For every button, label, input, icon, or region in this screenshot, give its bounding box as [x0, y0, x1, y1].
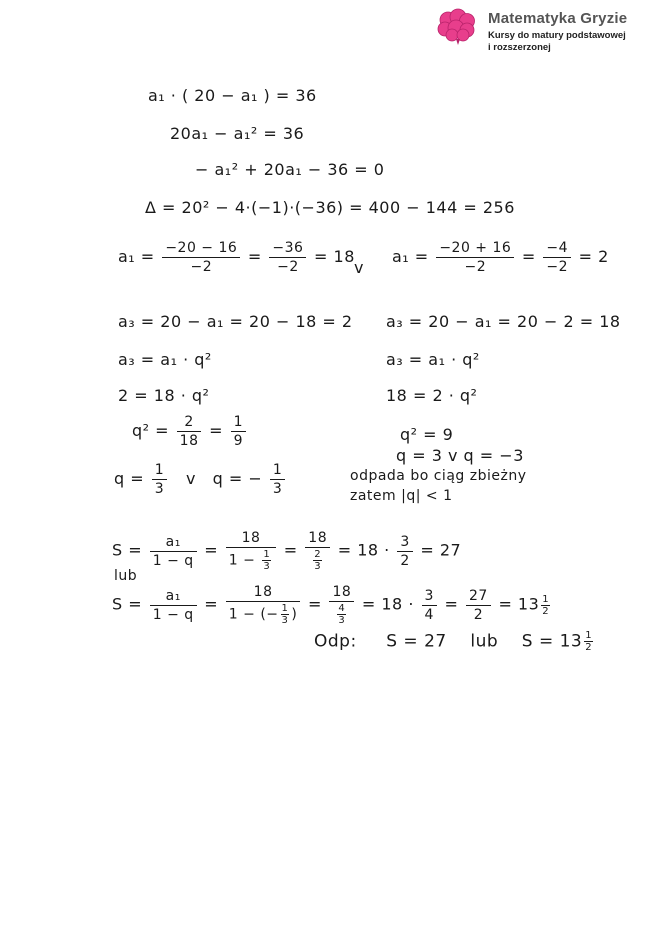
frac-den: 3	[154, 481, 165, 497]
frac-num: a₁	[150, 588, 197, 606]
brand-header	[436, 6, 656, 62]
den-fraction	[337, 603, 346, 626]
tagline-line-2: i rozszerzonej	[488, 42, 551, 53]
frac-den: 3	[272, 481, 283, 497]
sum1-fraction-4	[397, 534, 412, 569]
frac-num: −20 + 16	[436, 240, 514, 258]
den-fraction	[281, 603, 290, 626]
right-a3-formula: a₃ = a₁ · q²	[386, 350, 480, 369]
frac-num: 1	[585, 630, 593, 641]
frac-den: 3	[281, 615, 289, 626]
right-a1-eq: =	[521, 247, 536, 266]
frac-den: 3	[263, 561, 271, 572]
brain-logo-icon	[436, 8, 478, 46]
sum2-eq2: =	[307, 594, 322, 614]
den-fraction	[313, 549, 322, 572]
equation-line-2: 20a₁ − a₁² = 36	[170, 124, 305, 143]
right-note-2: zatem |q| < 1	[350, 488, 453, 504]
sum1-lhs: S =	[112, 540, 143, 560]
frac-den: 2	[542, 605, 550, 617]
sum1-fraction-2	[226, 530, 276, 572]
right-a1-result: = 2	[578, 247, 609, 266]
frac-num: 18	[329, 584, 354, 602]
sum-line-2	[112, 584, 552, 626]
left-q-equation: 2 = 18 · q²	[118, 386, 210, 405]
sum-line-1	[112, 530, 461, 572]
frac-den: −2	[190, 259, 213, 275]
frac-num: 1	[231, 414, 246, 432]
lub-label: lub	[114, 568, 138, 584]
left-q-squared	[132, 414, 248, 449]
frac-den: 2	[585, 642, 593, 653]
right-a1-fraction-1	[436, 240, 514, 275]
frac-num: −36	[269, 240, 306, 258]
frac-den: 2	[400, 552, 410, 569]
delta-line: Δ = 20² − 4·(−1)·(−36) = 400 − 144 = 256	[145, 198, 515, 217]
left-a1-result: = 18	[314, 247, 355, 266]
frac-den: 9	[233, 433, 243, 449]
sum1-fraction-1	[150, 534, 197, 569]
right-a1-lhs: a₁ =	[392, 247, 429, 266]
answer-label: Odp:	[314, 631, 357, 652]
frac-num: 4	[338, 603, 346, 614]
left-a1-fraction-2	[269, 240, 306, 275]
frac-num: 27	[466, 588, 491, 606]
tagline-line-1: Kursy do matury podstawowej	[488, 30, 626, 41]
answer-lub: lub	[470, 631, 499, 652]
right-q-squared: q² = 9	[400, 425, 454, 444]
frac-num: 2	[177, 414, 202, 432]
frac-den: 1 − q	[152, 606, 194, 623]
left-a1-eq: =	[247, 247, 262, 266]
sum2-mid: = 18 ·	[361, 594, 414, 614]
sum1-fraction-3	[305, 530, 330, 572]
right-q-equation: 18 = 2 · q²	[386, 386, 478, 405]
frac-den	[226, 548, 276, 572]
equation-line-3: − a₁² + 20a₁ − 36 = 0	[195, 160, 385, 179]
sum2-eq1: =	[204, 594, 219, 614]
left-a3-calc: a₃ = 20 − a₁ = 20 − 18 = 2	[118, 312, 353, 331]
sum1-eq1: =	[204, 540, 219, 560]
frac-num: 18	[305, 530, 330, 548]
sum2-result: = 13	[498, 594, 540, 614]
q2-lhs: q² =	[132, 421, 170, 440]
answer-s2-fraction	[584, 630, 593, 653]
q-neg: q = −	[212, 469, 263, 488]
brand-name: Matematyka Gryzie	[488, 10, 628, 27]
q-lhs: q =	[114, 469, 145, 488]
frac-num: 3	[422, 588, 437, 606]
sum2-eq3: =	[444, 594, 459, 614]
sum1-result: = 27	[420, 540, 462, 560]
frac-num: 1	[263, 549, 271, 560]
left-a3-formula: a₃ = a₁ · q²	[118, 350, 212, 369]
q2-eq: =	[209, 421, 223, 440]
frac-num: 1	[152, 462, 167, 480]
sum1-eq2: =	[283, 540, 298, 560]
frac-num: 3	[397, 534, 412, 552]
left-a1-lhs: a₁ =	[118, 247, 155, 266]
answer-line	[314, 630, 595, 653]
or-sign: v	[354, 258, 364, 277]
frac-num: 1	[281, 603, 289, 614]
left-q-values	[114, 462, 287, 497]
frac-den: 1 − q	[152, 552, 194, 569]
frac-num: 18	[226, 530, 276, 548]
answer-s2: S = 13	[521, 631, 583, 652]
equation-line-1: a₁ · ( 20 − a₁ ) = 36	[148, 86, 317, 105]
den-pre: 1 − (−	[228, 606, 279, 623]
sum2-fraction-5	[466, 588, 491, 623]
den-pre: 1 −	[228, 552, 256, 569]
frac-den: 3	[338, 615, 346, 626]
q-fraction-1	[152, 462, 167, 497]
den-fraction	[262, 549, 271, 572]
q2-fraction-2	[231, 414, 246, 449]
frac-den: 2	[473, 606, 484, 623]
left-a1-fraction-1	[162, 240, 240, 275]
q-fraction-2	[270, 462, 285, 497]
left-a1-line	[118, 240, 355, 275]
frac-num: a₁	[150, 534, 197, 552]
sum2-result-fraction	[541, 594, 550, 617]
frac-den: −2	[464, 259, 487, 275]
frac-den: −2	[277, 259, 299, 275]
right-q-values: q = 3 v q = −3	[396, 446, 524, 465]
q-or: v	[185, 469, 196, 488]
frac-num: 1	[270, 462, 285, 480]
frac-den: −2	[546, 259, 569, 275]
right-a3-calc: a₃ = 20 − a₁ = 20 − 2 = 18	[386, 312, 621, 331]
right-note-1: odpada bo ciąg zbieżny	[350, 468, 527, 484]
frac-den: 3	[314, 561, 322, 572]
sum2-fraction-1	[150, 588, 197, 623]
right-a1-fraction-2	[543, 240, 571, 275]
frac-num: −20 − 16	[162, 240, 240, 258]
brand-tagline	[488, 30, 626, 54]
frac-den	[305, 548, 330, 572]
frac-den	[226, 602, 301, 626]
frac-num: 18	[226, 584, 301, 602]
sum2-fraction-4	[422, 588, 437, 623]
sum2-lhs: S =	[112, 594, 143, 614]
frac-den: 18	[179, 433, 199, 449]
sum2-fraction-2	[226, 584, 301, 626]
answer-s1: S = 27	[386, 631, 447, 652]
frac-den	[329, 602, 354, 626]
den-post: )	[291, 606, 298, 623]
frac-num: 2	[314, 549, 322, 560]
sum1-mid: = 18 ·	[337, 540, 390, 560]
right-a1-line	[392, 240, 609, 275]
q2-fraction-1	[177, 414, 202, 449]
frac-num: 1	[542, 593, 550, 605]
frac-num: −4	[543, 240, 571, 258]
sum2-fraction-3	[329, 584, 354, 626]
frac-den: 4	[424, 606, 434, 623]
